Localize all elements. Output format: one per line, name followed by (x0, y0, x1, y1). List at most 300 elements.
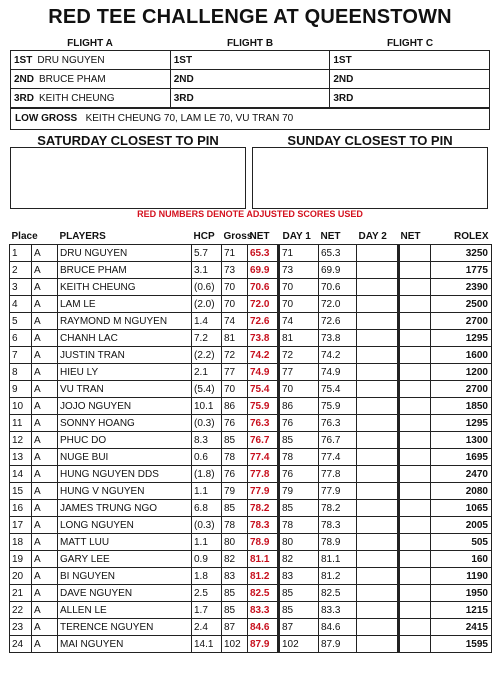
col-players: PLAYERS (59, 231, 106, 242)
player-cell: VU TRAN (58, 381, 192, 398)
rolex-cell: 3250 (431, 245, 492, 262)
winner-name: BRUCE PHAM (39, 73, 106, 85)
flight-a-cell (11, 89, 171, 108)
place-label: 1ST (333, 54, 352, 66)
net-cell: 72.6 (248, 313, 279, 330)
rolex-cell: 1950 (431, 585, 492, 602)
player-cell: ALLEN LE (58, 602, 192, 619)
flight-cell: A (32, 585, 58, 602)
results-table (9, 229, 492, 653)
table-row (10, 415, 492, 432)
day2-cell (357, 347, 399, 364)
table-row (10, 364, 492, 381)
rolex-cell: 1295 (431, 415, 492, 432)
hcp-cell: (0.6) (192, 279, 222, 296)
net-cell: 81.1 (248, 551, 279, 568)
place-cell: 19 (10, 551, 32, 568)
net-cell: 77.9 (248, 483, 279, 500)
flight-b-cell (170, 51, 330, 70)
flight-c-cell (330, 89, 490, 108)
net1-cell: 69.9 (319, 262, 357, 279)
place-cell: 7 (10, 347, 32, 364)
rolex-cell: 1190 (431, 568, 492, 585)
hcp-cell: (2.2) (192, 347, 222, 364)
place-cell: 22 (10, 602, 32, 619)
player-cell: HIEU LY (58, 364, 192, 381)
net1-cell: 77.4 (319, 449, 357, 466)
net1-cell: 77.8 (319, 466, 357, 483)
place-cell: 21 (10, 585, 32, 602)
flight-cell: A (32, 364, 58, 381)
net2-cell (399, 296, 431, 313)
day1-cell: 76 (279, 466, 319, 483)
net2-cell (399, 330, 431, 347)
net2-cell (399, 551, 431, 568)
place-label: 1ST (14, 54, 33, 66)
table-row (10, 636, 492, 653)
table-row (10, 279, 492, 296)
col-net1: NET (320, 231, 341, 242)
day2-cell (357, 602, 399, 619)
place-cell: 6 (10, 330, 32, 347)
day2-cell (357, 296, 399, 313)
table-row (10, 466, 492, 483)
net1-cell: 83.3 (319, 602, 357, 619)
day2-cell (357, 398, 399, 415)
net-cell: 70.6 (248, 279, 279, 296)
gross-cell: 82 (222, 551, 248, 568)
net-cell: 83.3 (248, 602, 279, 619)
day1-cell: 74 (279, 313, 319, 330)
player-cell: DAVE NGUYEN (58, 585, 192, 602)
day2-cell (357, 585, 399, 602)
net1-cell: 78.3 (319, 517, 357, 534)
gross-cell: 77 (222, 364, 248, 381)
net2-cell (399, 585, 431, 602)
flight-c-cell (330, 70, 490, 89)
player-cell: PHUC DO (58, 432, 192, 449)
player-cell: HUNG NGUYEN DDS (58, 466, 192, 483)
gross-cell: 71 (222, 245, 248, 262)
day1-cell: 70 (279, 279, 319, 296)
flight-a-cell (11, 51, 171, 70)
hcp-cell: 6.8 (192, 500, 222, 517)
hcp-cell: 0.9 (192, 551, 222, 568)
flight-a-header: FLIGHT A (67, 38, 113, 49)
hcp-cell: (0.3) (192, 415, 222, 432)
net-cell: 78.3 (248, 517, 279, 534)
place-cell: 12 (10, 432, 32, 449)
player-cell: DRU NGUYEN (58, 245, 192, 262)
place-cell: 5 (10, 313, 32, 330)
net1-cell: 73.8 (319, 330, 357, 347)
table-row (10, 449, 492, 466)
col-hcp: HCP (193, 231, 215, 242)
table-row (10, 262, 492, 279)
flight-c-header: FLIGHT C (386, 38, 434, 49)
gross-cell: 79 (222, 483, 248, 500)
net1-cell: 84.6 (319, 619, 357, 636)
net-cell: 69.9 (248, 262, 279, 279)
flight-row (11, 89, 490, 108)
table-row (10, 551, 492, 568)
flight-cell: A (32, 296, 58, 313)
gross-cell: 87 (222, 619, 248, 636)
net1-cell: 74.9 (319, 364, 357, 381)
net2-cell (399, 517, 431, 534)
day1-cell: 70 (279, 296, 319, 313)
hcp-cell: 1.8 (192, 568, 222, 585)
flight-cell: A (32, 279, 58, 296)
day1-cell: 86 (279, 398, 319, 415)
rolex-cell: 160 (431, 551, 492, 568)
player-cell: GARY LEE (58, 551, 192, 568)
low-gross-box (10, 108, 490, 130)
table-row (10, 398, 492, 415)
player-cell: MAI NGUYEN (58, 636, 192, 653)
gross-cell: 85 (222, 585, 248, 602)
gross-cell: 85 (222, 500, 248, 517)
hcp-cell: 10.1 (192, 398, 222, 415)
net2-cell (399, 483, 431, 500)
table-row (10, 619, 492, 636)
net1-cell: 70.6 (319, 279, 357, 296)
table-row (10, 517, 492, 534)
place-cell: 1 (10, 245, 32, 262)
hcp-cell: 7.2 (192, 330, 222, 347)
hcp-cell: 1.1 (192, 483, 222, 500)
winner-name: KEITH CHEUNG (39, 92, 115, 104)
table-row (10, 568, 492, 585)
day2-cell (357, 364, 399, 381)
day1-cell: 78 (279, 517, 319, 534)
hcp-cell: (2.0) (192, 296, 222, 313)
net-cell: 73.8 (248, 330, 279, 347)
gross-cell: 80 (222, 534, 248, 551)
results-header-row (10, 229, 492, 245)
place-cell: 23 (10, 619, 32, 636)
rolex-cell: 1200 (431, 364, 492, 381)
gross-cell: 76 (222, 466, 248, 483)
net-cell: 74.9 (248, 364, 279, 381)
place-label: 1ST (173, 54, 193, 66)
place-cell: 4 (10, 296, 32, 313)
net-cell: 84.6 (248, 619, 279, 636)
flight-cell: A (32, 381, 58, 398)
rolex-cell: 2700 (431, 381, 492, 398)
rolex-cell: 1600 (431, 347, 492, 364)
player-cell: TERENCE NGUYEN (58, 619, 192, 636)
rolex-cell: 1775 (431, 262, 492, 279)
player-cell: LONG NGUYEN (58, 517, 192, 534)
rolex-cell: 1850 (431, 398, 492, 415)
page-title: RED TEE CHALLENGE AT QUEENSTOWN (48, 6, 452, 28)
rolex-cell: 1595 (431, 636, 492, 653)
day1-cell: 85 (279, 585, 319, 602)
place-cell: 2 (10, 262, 32, 279)
place-cell: 3 (10, 279, 32, 296)
gross-cell: 83 (222, 568, 248, 585)
gross-cell: 78 (222, 517, 248, 534)
table-row (10, 296, 492, 313)
day1-cell: 78 (279, 449, 319, 466)
day1-cell: 85 (279, 602, 319, 619)
net-cell: 78.9 (248, 534, 279, 551)
gross-cell: 85 (222, 432, 248, 449)
place-cell: 13 (10, 449, 32, 466)
rolex-cell: 1695 (431, 449, 492, 466)
player-cell: BI NGUYEN (58, 568, 192, 585)
player-cell: RAYMOND M NGUYEN (58, 313, 192, 330)
col-rolex: ROLEX (454, 231, 489, 242)
place-cell: 17 (10, 517, 32, 534)
player-cell: KEITH CHEUNG (58, 279, 192, 296)
table-row (10, 534, 492, 551)
net-cell: 74.2 (248, 347, 279, 364)
net2-cell (399, 245, 431, 262)
rolex-cell: 2700 (431, 313, 492, 330)
day2-cell (357, 466, 399, 483)
hcp-cell: (5.4) (192, 381, 222, 398)
net-cell: 81.2 (248, 568, 279, 585)
day1-cell: 71 (279, 245, 319, 262)
net1-cell: 72.0 (319, 296, 357, 313)
hcp-cell: 3.1 (192, 262, 222, 279)
day1-cell: 85 (279, 432, 319, 449)
hcp-cell: 5.7 (192, 245, 222, 262)
net2-cell (399, 262, 431, 279)
hcp-cell: 2.4 (192, 619, 222, 636)
low-gross-label: LOW GROSS (15, 113, 78, 124)
table-row (10, 381, 492, 398)
rolex-cell: 2415 (431, 619, 492, 636)
place-label: 3RD (14, 92, 35, 104)
day1-cell: 102 (279, 636, 319, 653)
flight-cell: A (32, 245, 58, 262)
flight-cell: A (32, 551, 58, 568)
flight-cell: A (32, 602, 58, 619)
gross-cell: 70 (222, 381, 248, 398)
day1-cell: 72 (279, 347, 319, 364)
net-cell: 75.4 (248, 381, 279, 398)
col-gross: Gross (223, 231, 253, 242)
day2-cell (357, 245, 399, 262)
low-gross-value: KEITH CHEUNG 70, LAM LE 70, VU TRAN 70 (85, 113, 294, 124)
day2-cell (357, 517, 399, 534)
sunday-pin-box (252, 147, 488, 209)
day1-cell: 81 (279, 330, 319, 347)
day2-cell (357, 262, 399, 279)
saturday-pin-title: SATURDAY CLOSEST TO PIN (37, 133, 219, 148)
col-day2: DAY 2 (358, 231, 387, 242)
net2-cell (399, 347, 431, 364)
day1-cell: 76 (279, 415, 319, 432)
flight-cell: A (32, 398, 58, 415)
net1-cell: 75.9 (319, 398, 357, 415)
place-cell: 14 (10, 466, 32, 483)
flight-b-cell (170, 89, 330, 108)
col-day1: DAY 1 (282, 231, 311, 242)
rolex-cell: 2470 (431, 466, 492, 483)
player-cell: JUSTIN TRAN (58, 347, 192, 364)
net-cell: 72.0 (248, 296, 279, 313)
net2-cell (399, 398, 431, 415)
flight-cell: A (32, 568, 58, 585)
place-cell: 18 (10, 534, 32, 551)
place-cell: 16 (10, 500, 32, 517)
hcp-cell: 14.1 (192, 636, 222, 653)
table-row (10, 483, 492, 500)
flight-row (11, 51, 490, 70)
gross-cell: 86 (222, 398, 248, 415)
flight-cell: A (32, 636, 58, 653)
net-cell: 82.5 (248, 585, 279, 602)
player-cell: JAMES TRUNG NGO (58, 500, 192, 517)
gross-cell: 70 (222, 296, 248, 313)
place-label: 2ND (14, 73, 35, 85)
flight-a-cell (11, 70, 171, 89)
gross-cell: 78 (222, 449, 248, 466)
player-cell: SONNY HOANG (58, 415, 192, 432)
net-cell: 75.9 (248, 398, 279, 415)
flight-cell: A (32, 262, 58, 279)
place-label: 3RD (333, 92, 354, 104)
place-cell: 9 (10, 381, 32, 398)
place-label: 2ND (173, 73, 194, 85)
rolex-cell: 1295 (431, 330, 492, 347)
day1-cell: 85 (279, 500, 319, 517)
table-row (10, 330, 492, 347)
day2-cell (357, 568, 399, 585)
player-cell: BRUCE PHAM (58, 262, 192, 279)
col-net: NET (249, 231, 270, 242)
net1-cell: 76.7 (319, 432, 357, 449)
place-cell: 8 (10, 364, 32, 381)
flight-c-cell (330, 51, 490, 70)
net2-cell (399, 466, 431, 483)
net-cell: 76.7 (248, 432, 279, 449)
net-cell: 65.3 (248, 245, 279, 262)
rolex-cell: 1300 (431, 432, 492, 449)
flight-cell: A (32, 449, 58, 466)
day1-cell: 87 (279, 619, 319, 636)
player-cell: CHANH LAC (58, 330, 192, 347)
net1-cell: 78.9 (319, 534, 357, 551)
table-row (10, 245, 492, 262)
saturday-pin-box (10, 147, 246, 209)
hcp-cell: 1.7 (192, 602, 222, 619)
day2-cell (357, 483, 399, 500)
day2-cell (357, 313, 399, 330)
net1-cell: 81.2 (319, 568, 357, 585)
net2-cell (399, 568, 431, 585)
place-label: 2ND (333, 73, 354, 85)
sunday-pin-title: SUNDAY CLOSEST TO PIN (287, 133, 453, 148)
day2-cell (357, 415, 399, 432)
col-net2: NET (400, 231, 421, 242)
net2-cell (399, 279, 431, 296)
rolex-cell: 505 (431, 534, 492, 551)
table-row (10, 347, 492, 364)
rolex-cell: 1215 (431, 602, 492, 619)
day2-cell (357, 619, 399, 636)
flight-cell: A (32, 347, 58, 364)
flight-b-cell (170, 70, 330, 89)
table-row (10, 585, 492, 602)
day1-cell: 82 (279, 551, 319, 568)
net-cell: 77.8 (248, 466, 279, 483)
hcp-cell: (1.8) (192, 466, 222, 483)
day1-cell: 83 (279, 568, 319, 585)
table-row (10, 500, 492, 517)
net2-cell (399, 636, 431, 653)
flight-row (11, 70, 490, 89)
net1-cell: 76.3 (319, 415, 357, 432)
hcp-cell: 0.6 (192, 449, 222, 466)
gross-cell: 70 (222, 279, 248, 296)
day1-cell: 70 (279, 381, 319, 398)
day1-cell: 79 (279, 483, 319, 500)
gross-cell: 73 (222, 262, 248, 279)
net-cell: 77.4 (248, 449, 279, 466)
day2-cell (357, 449, 399, 466)
net1-cell: 72.6 (319, 313, 357, 330)
net1-cell: 74.2 (319, 347, 357, 364)
net1-cell: 81.1 (319, 551, 357, 568)
net2-cell (399, 619, 431, 636)
gross-cell: 102 (222, 636, 248, 653)
winner-name: DRU NGUYEN (37, 54, 105, 66)
hcp-cell: 8.3 (192, 432, 222, 449)
rolex-cell: 2005 (431, 517, 492, 534)
gross-cell: 81 (222, 330, 248, 347)
flight-cell: A (32, 534, 58, 551)
table-row (10, 432, 492, 449)
net2-cell (399, 364, 431, 381)
place-cell: 10 (10, 398, 32, 415)
col-place: Place (11, 231, 38, 242)
net-cell: 76.3 (248, 415, 279, 432)
hcp-cell: 2.5 (192, 585, 222, 602)
hcp-cell: 2.1 (192, 364, 222, 381)
net2-cell (399, 449, 431, 466)
player-cell: NUGE BUI (58, 449, 192, 466)
flight-cell: A (32, 313, 58, 330)
day1-cell: 80 (279, 534, 319, 551)
gross-cell: 85 (222, 602, 248, 619)
player-cell: LAM LE (58, 296, 192, 313)
player-cell: JOJO NGUYEN (58, 398, 192, 415)
day2-cell (357, 636, 399, 653)
day1-cell: 73 (279, 262, 319, 279)
day2-cell (357, 534, 399, 551)
day1-cell: 77 (279, 364, 319, 381)
table-row (10, 602, 492, 619)
flight-cell: A (32, 500, 58, 517)
flight-b-header: FLIGHT B (226, 38, 274, 49)
flight-cell: A (32, 619, 58, 636)
rolex-cell: 2390 (431, 279, 492, 296)
flight-cell: A (32, 483, 58, 500)
net2-cell (399, 381, 431, 398)
day2-cell (357, 551, 399, 568)
day2-cell (357, 279, 399, 296)
hcp-cell: (0.3) (192, 517, 222, 534)
rolex-cell: 2080 (431, 483, 492, 500)
legend-note: RED NUMBERS DENOTE ADJUSTED SCORES USED (137, 209, 363, 219)
flight-cell: A (32, 415, 58, 432)
net-cell: 87.9 (248, 636, 279, 653)
